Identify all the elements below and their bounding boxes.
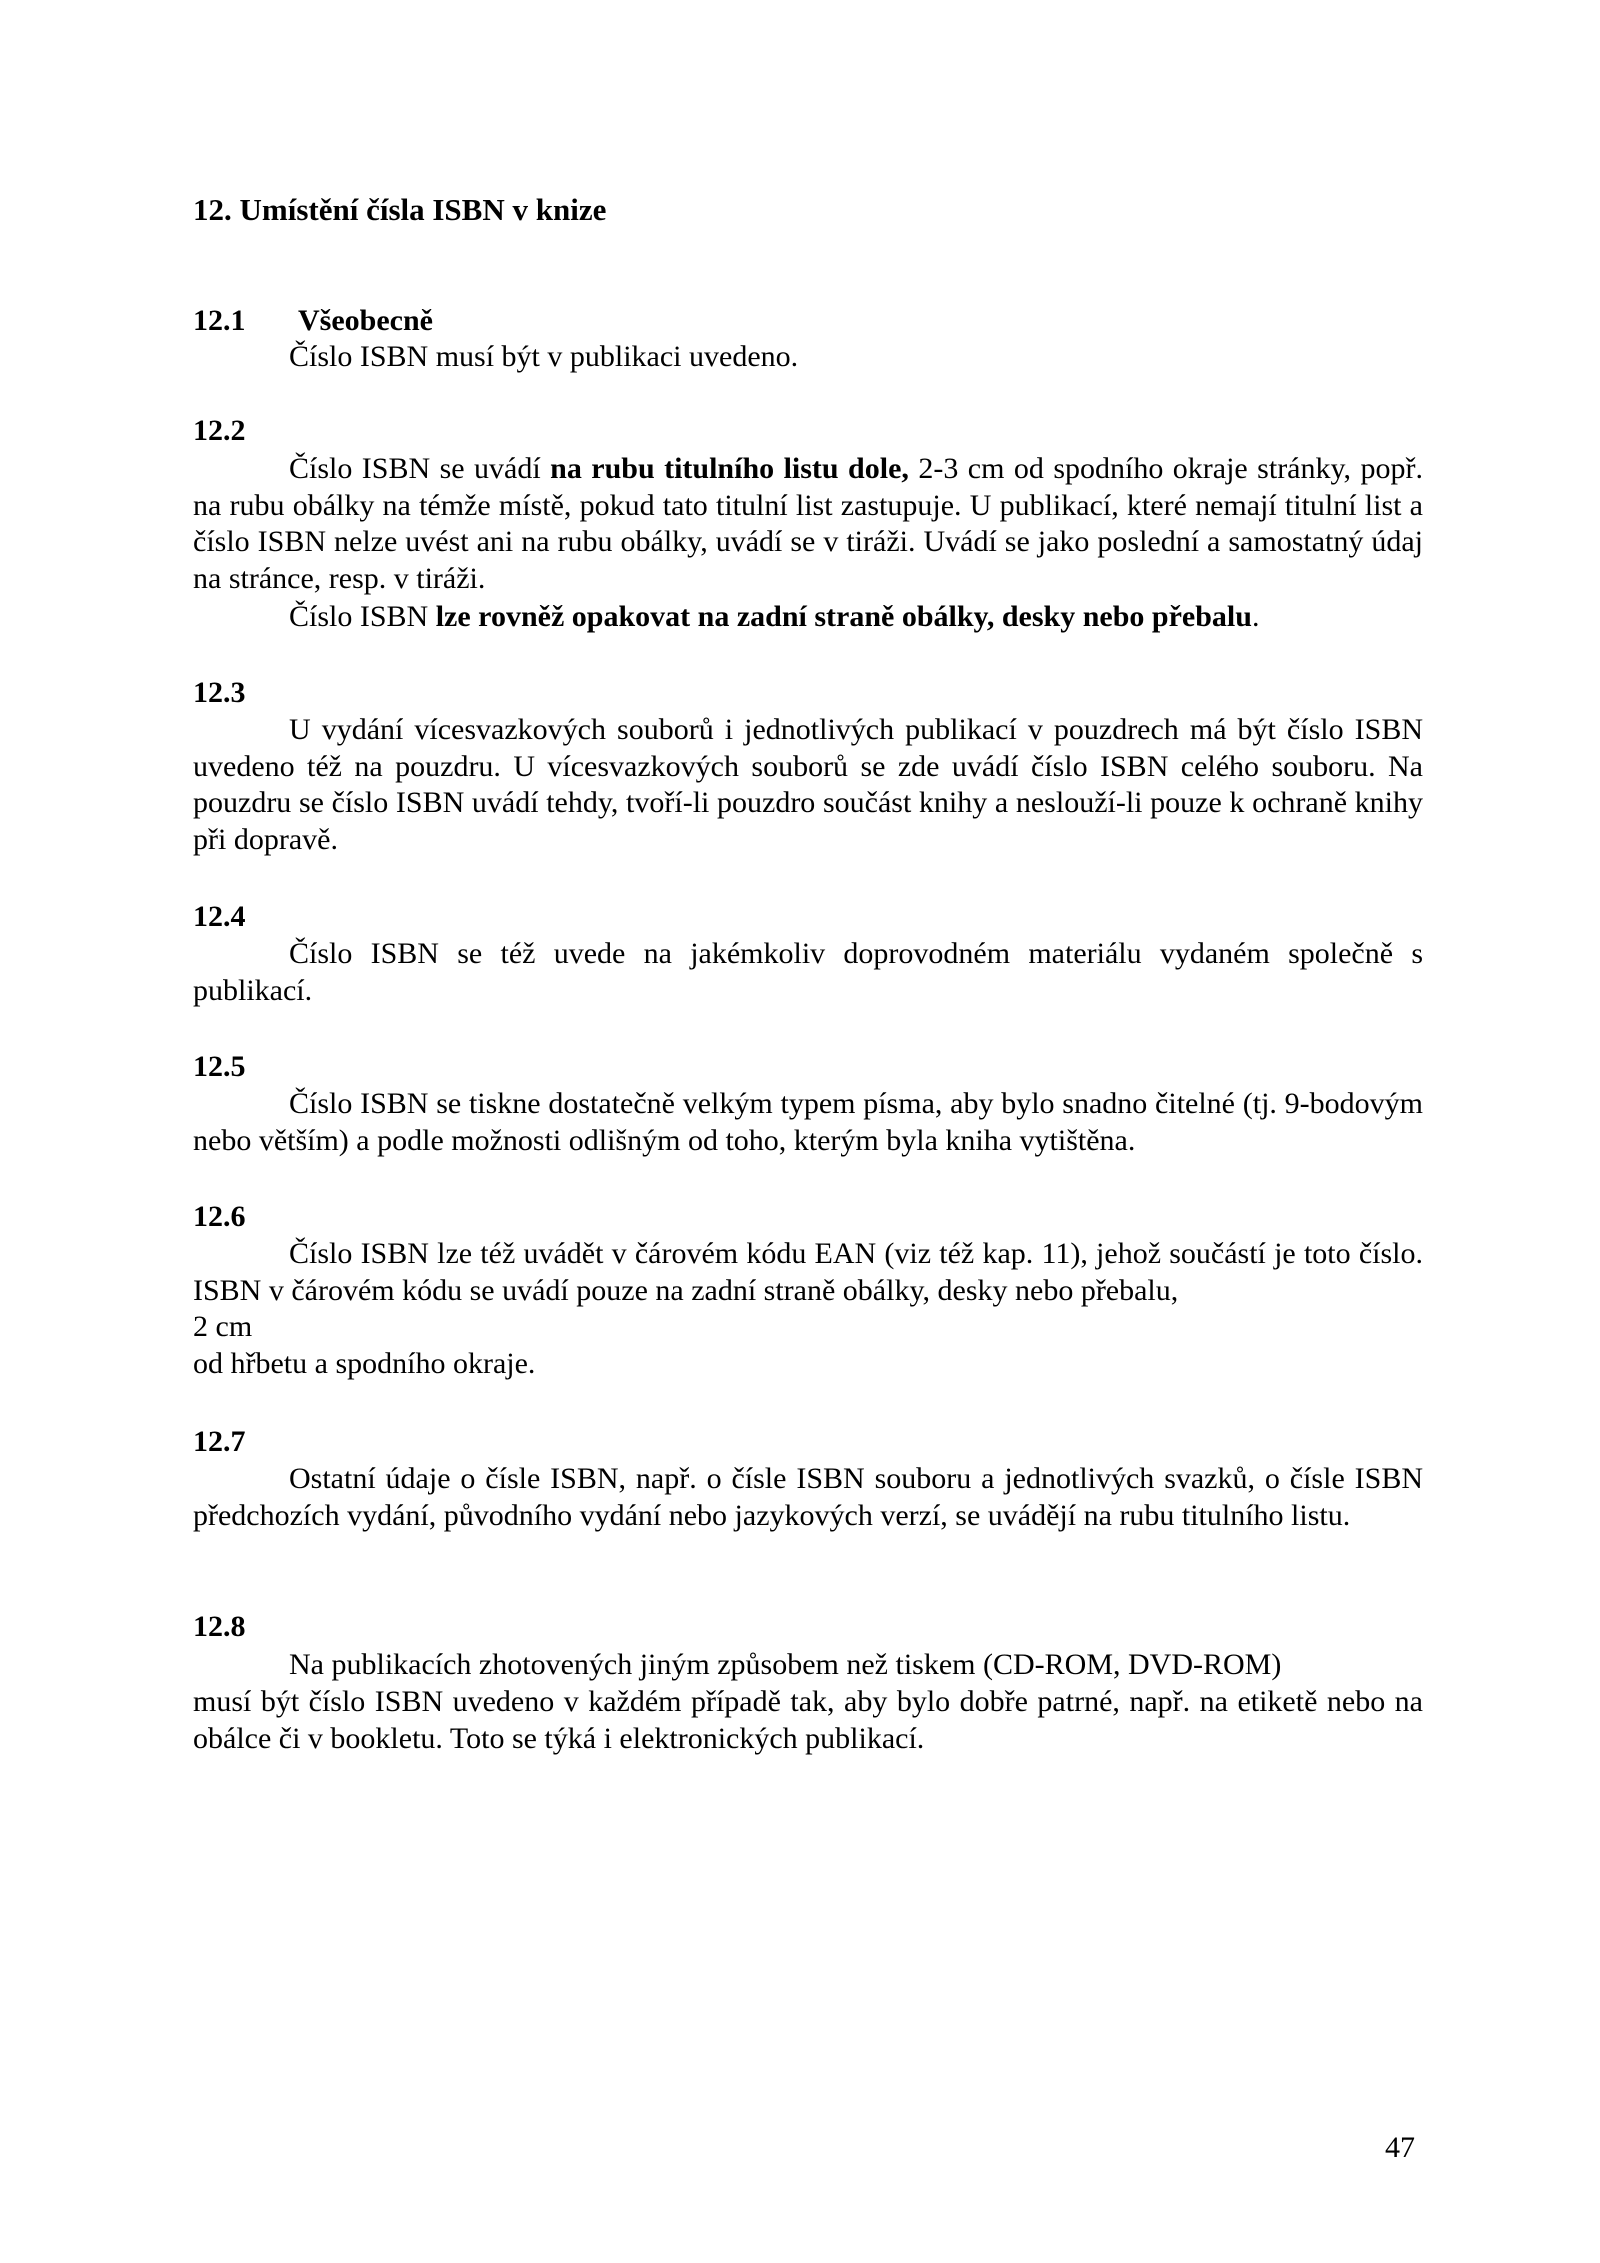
para-text: musí být číslo ISBN uvedeno v každém případě tak, aby bylo dobře patrné, např. na etiketě nebo na obálce či v bookletu. Toto se týká i elektronických publikací. xyxy=(193,1685,1423,1755)
para-text: Číslo ISBN xyxy=(289,600,436,633)
section-number-12-2: 12.2 xyxy=(193,414,246,447)
section-paragraph-12-7 xyxy=(193,1461,1423,1534)
section-number-12-4: 12.4 xyxy=(193,900,246,933)
para-text: Číslo ISBN se tiskne dostatečně velkým typem písma, aby bylo snadno čitelné (tj. 9-bodovým nebo větším) a podle možnosti odlišným od toho, kterým byla kniha vytištěna. xyxy=(193,1087,1423,1157)
section-paragraph-12-3 xyxy=(193,712,1423,858)
section-line-12-6-3: 2 cm xyxy=(193,1310,253,1343)
para-text: 2-3 cm od spodního okraje stránky, popř. na rubu obálky na témže místě, pokud tato titulní list zastupuje. U publikací, které nemají titulní list a číslo ISBN nelze uvést ani na rubu obálky, uvádí se v tiráži. Uvádí se jako poslední a samostatný údaj na stránce, resp. v tiráži. xyxy=(193,452,1423,595)
chapter-title: 12. Umístění čísla ISBN v knize xyxy=(193,192,607,227)
para-bold-text: lze rovněž opakovat na zadní straně obálky, desky nebo přebalu xyxy=(435,600,1252,633)
section-paragraph-12-2-second xyxy=(289,599,1259,636)
section-paragraph-12-2 xyxy=(193,451,1423,597)
section-paragraph-12-6 xyxy=(193,1236,1423,1309)
page-number: 47 xyxy=(1385,2131,1415,2164)
para-text: Číslo ISBN se uvádí xyxy=(289,452,551,485)
section-number-12-3: 12.3 xyxy=(193,676,246,709)
para-text: . xyxy=(1251,600,1260,633)
para-text: Číslo ISBN se též uvede na jakémkoliv doprovodném materiálu vydaném společně s publikací. xyxy=(193,937,1423,1007)
section-paragraph-12-4 xyxy=(193,936,1423,1009)
section-number-12-8: 12.8 xyxy=(193,1610,246,1643)
section-text-12-1: Číslo ISBN musí být v publikaci uvedeno. xyxy=(289,340,799,373)
para-text: Číslo ISBN lze též uvádět v čárovém kódu EAN (viz též kap. 11), jehož součástí je toto číslo. ISBN v čárovém kódu se uvádí pouze na zadní straně obálky, desky nebo přebalu, xyxy=(193,1237,1423,1307)
section-heading-12-1: Všeobecně xyxy=(298,304,433,337)
para-text: U vydání vícesvazkových souborů i jednotlivých publikací v pouzdrech má být číslo ISBN uvedeno též na pouzdru. U vícesvazkových souborů se zde uvádí číslo ISBN celého souboru. Na pouzdru se číslo ISBN uvádí tehdy, tvoří-li pouzdro součást knihy a neslouží-li pouze k ochraně knihy při dopravě. xyxy=(193,713,1423,856)
para-bold-text: na rubu titulního listu dole, xyxy=(550,452,909,485)
section-number-12-6: 12.6 xyxy=(193,1200,246,1233)
section-line-12-8-1: Na publikacích zhotovených jiným způsobem než tiskem (CD-ROM, DVD-ROM) xyxy=(289,1648,1282,1681)
section-paragraph-12-8 xyxy=(193,1684,1423,1757)
section-paragraph-12-5 xyxy=(193,1086,1423,1159)
section-number-12-7: 12.7 xyxy=(193,1425,246,1458)
section-number-12-1: 12.1 xyxy=(193,304,246,337)
para-text: Ostatní údaje o čísle ISBN, např. o čísle ISBN souboru a jednotlivých svazků, o čísle ISBN předchozích vydání, původního vydání nebo jazykových verzí, se uvádějí na rubu titulního listu. xyxy=(193,1462,1423,1532)
section-line-12-6-4: od hřbetu a spodního okraje. xyxy=(193,1347,536,1380)
section-number-12-5: 12.5 xyxy=(193,1050,246,1083)
